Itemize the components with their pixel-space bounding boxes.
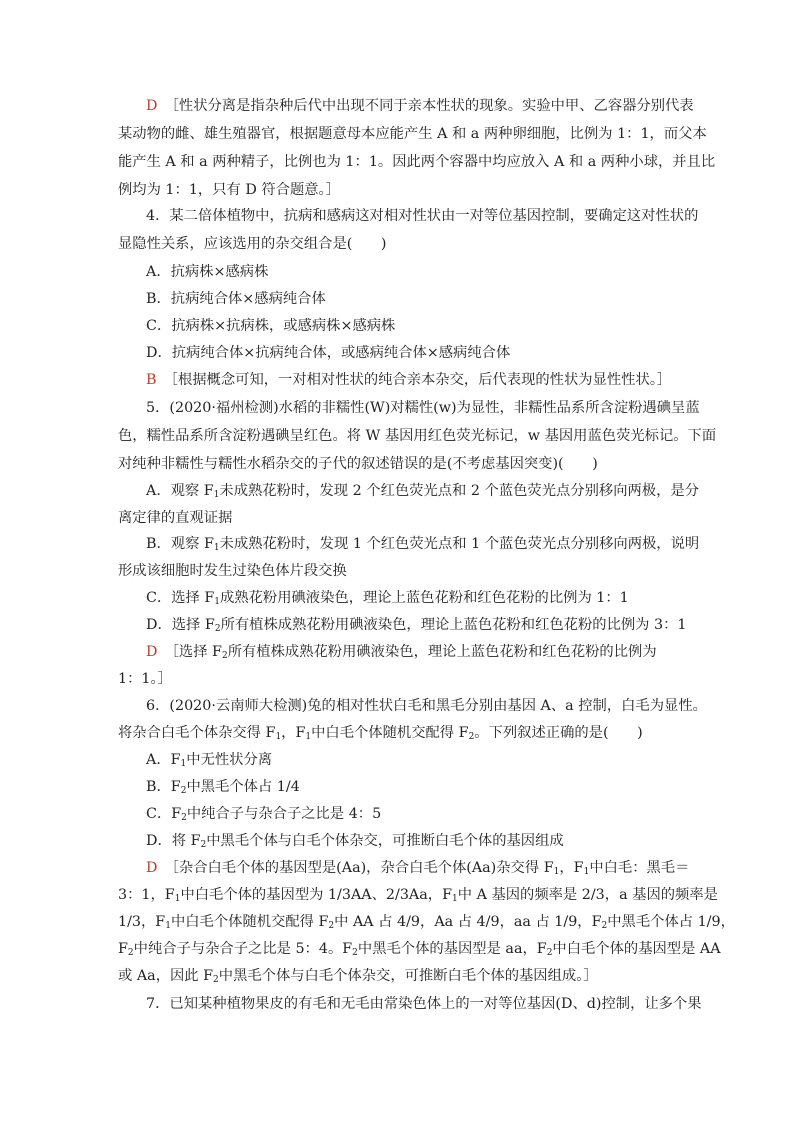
q6-stem-line-1: 6．(2020·云南师大检测)兔的相对性状白毛和黑毛分别由基因 A、a 控制，白毛为显性。 bbox=[146, 698, 707, 714]
q4-option-c: C．抗病株×抗病株，或感病株×感病株 bbox=[146, 318, 396, 334]
q3-answer-line-1: D ［性状分离是指杂种后代中出现不同于亲本性状的现象。实验中甲、乙容器分别代表 bbox=[146, 98, 694, 114]
q5-stem-line-3: 对纯种非糯性与糯性水稻杂交的子代的叙述错误的是(不考虑基因突变)( ) bbox=[118, 456, 598, 472]
q6-answer-line-2: 3：1，$F_1$中白毛个体的基因型为 1/3AA、2/3Aa，$F_1$中 A 基因的频率是 2/3，a 基因的频率是 bbox=[118, 887, 718, 904]
q3-answer-line-4: 例均为 1：1，只有 D 符合题意。］ bbox=[118, 182, 340, 198]
q4-option-a: A．抗病株×感病株 bbox=[146, 264, 269, 280]
q5-answer-line-2: 1：1。］ bbox=[118, 671, 172, 687]
q5-stem-line-1: 5．(2020·福州检测)水稻的非糯性(W)对糯性(w)为显性，非糯性品系所含淀粉遇碘呈蓝 bbox=[146, 400, 700, 416]
q3-answer-line-2: 某动物的雌、雄生殖器官，根据题意母本应能产生 A 和 a 两种卵细胞，比例为 1：1，而父本 bbox=[118, 126, 707, 142]
q4-stem-line-1: 4．某二倍体植物中，抗病和感病这对相对性状由一对等位基因控制，要确定这对性状的 bbox=[146, 208, 699, 224]
q5-option-b-line-2: 形成该细胞时发生过染色体片段交换 bbox=[118, 563, 347, 579]
q6-answer-line-1: D ［杂合白毛个体的基因型是(Aa)，杂合白毛个体(Aa)杂交得 $F_1$，$F_1$中白毛：黑毛＝ bbox=[146, 860, 690, 877]
q5-answer-line-1: D ［选择 $F_2$所有植株成熟花粉用碘液染色，理论上蓝色花粉和红色花粉的比例为 bbox=[146, 644, 657, 661]
q5-option-a-line-1: A．观察 $F_1$未成熟花粉时，发现 2 个红色荧光点和 2 个蓝色荧光点分别移向两极，是分 bbox=[146, 483, 699, 500]
q6-option-c: C．$F_2$中纯合子与杂合子之比是 4：5 bbox=[146, 806, 382, 823]
q6-option-d: D．将 $F_2$中黑毛个体与白毛个体杂交，可推断白毛个体的基因组成 bbox=[146, 833, 564, 850]
q4-stem-line-2: 显隐性关系，应该选用的杂交组合是( ) bbox=[118, 236, 387, 252]
q6-answer-line-3: 1/3，$F_1$中白毛个体随机交配得 $F_2$中 AA 占 4/9，Aa 占 4/9，aa 占 1/9，$F_2$中黑毛个体占 1/9， bbox=[118, 914, 735, 931]
q4-answer: B ［根据概念可知，一对相对性状的纯合亲本杂交，后代表现的性状为显性性状。］ bbox=[146, 372, 672, 388]
q5-option-c: C．选择 $F_1$成熟花粉用碘液染色，理论上蓝色花粉和红色花粉的比例为 1：1 bbox=[146, 590, 629, 607]
q5-option-b-line-1: B．观察 $F_1$未成熟花粉时，发现 1 个红色荧光点和 1 个蓝色荧光点分别移向两极，说明 bbox=[146, 536, 700, 553]
q6-answer-line-4: $F_2$中纯合子与杂合子之比是 5：4。$F_2$中黑毛个体的基因型是 aa，$F_2$中白毛个体的基因型是 AA bbox=[118, 941, 721, 958]
answer-letter: B bbox=[146, 372, 157, 388]
q7-stem-line-1: 7．已知某种植物果皮的有毛和无毛由常染色体上的一对等位基因(D、d)控制，让多个果 bbox=[146, 996, 702, 1012]
q5-option-d: D．选择 $F_2$所有植株成熟花粉用碘液染色，理论上蓝色花粉和红色花粉的比例为 3：1 bbox=[146, 617, 687, 634]
answer-letter: D bbox=[146, 98, 158, 114]
q6-answer-line-5: 或 Aa，因此 $F_2$中黑毛个体与白毛个体杂交，可推断白毛个体的基因组成。］ bbox=[118, 968, 598, 985]
answer-letter: D bbox=[146, 644, 158, 660]
q6-option-b: B．$F_2$中黑毛个体占 1/4 bbox=[146, 779, 300, 796]
answer-letter: D bbox=[146, 860, 158, 876]
q5-option-a-line-2: 离定律的直观证据 bbox=[118, 510, 233, 526]
q3-answer-line-3: 能产生 A 和 a 两种精子，比例也为 1：1。因此两个容器中均应放入 A 和 a 两种小球，并且比 bbox=[118, 154, 716, 170]
q4-option-d: D．抗病纯合体×抗病纯合体，或感病纯合体×感病纯合体 bbox=[146, 345, 511, 361]
q6-option-a: A．$F_1$中无性状分离 bbox=[146, 752, 273, 769]
q4-option-b: B．抗病纯合体×感病纯合体 bbox=[146, 291, 326, 307]
q5-stem-line-2: 色，糯性品系所含淀粉遇碘呈红色。将 W 基因用红色荧光标记，w 基因用蓝色荧光标记。下面 bbox=[118, 428, 717, 444]
q6-stem-line-2: 将杂合白毛个体杂交得 $F_1$，$F_1$中白毛个体随机交配得 $F_2$。下列叙述正确的是( ) bbox=[118, 725, 643, 742]
